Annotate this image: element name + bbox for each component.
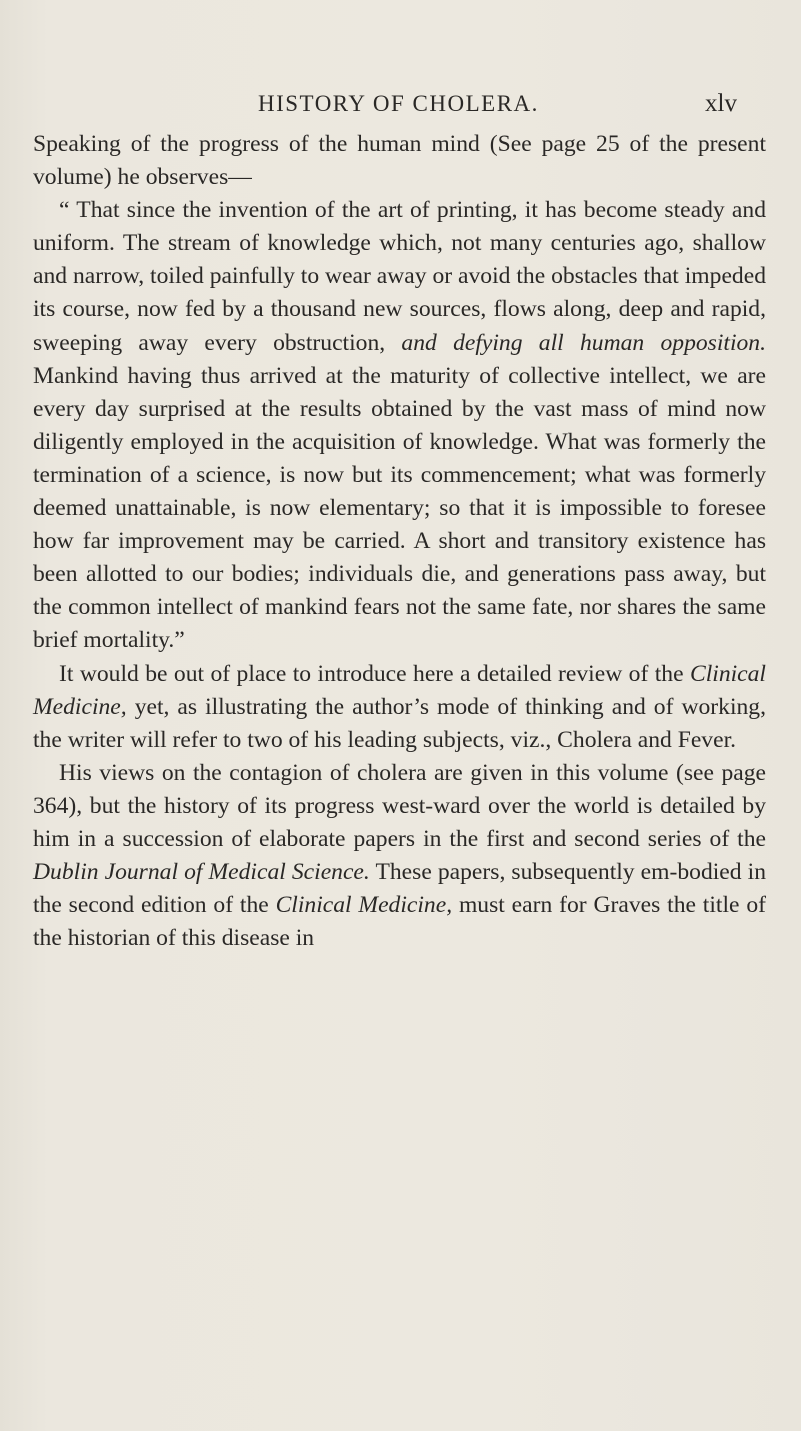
italic-text-segment: Clinical Medicine, [33, 660, 766, 720]
text-segment: His views on the contagion of cholera are given in this volume (see page 364), but the history of its progress west-ward over the world is detailed by him in a succession of elaborate papers in the first and second series of the [33, 759, 766, 852]
italic-text-segment: Dublin Journal of Medical Science. [33, 859, 370, 886]
italic-text-segment: and defying all human opposition. [401, 329, 766, 356]
paragraph-4 [33, 757, 766, 956]
text-segment: It would be out of place to introduce here a detailed review of the [59, 660, 690, 687]
text-segment: must earn for Graves the title of the historian of this disease in [33, 892, 766, 952]
text-segment: Mankind having thus arrived at the maturity of collective intellect, we are every day surprised at the results obtained by the vast mass of mind now diligently employed in the acquisition of knowledge. What was formerly the termination of a science, is now but its commencement; what was formerly deemed unattainable, is now elementary; so that it is impossible to foresee how far improvement may be carried. A short and transitory existence has been allotted to our bodies; individuals die, and generations pass away, but the common intellect of mankind fears not the same fate, nor shares the same brief mortality.” [33, 362, 766, 654]
page-number: xlv [705, 90, 737, 117]
body-text [33, 128, 766, 955]
running-title: HISTORY OF CHOLERA. [258, 91, 539, 116]
page-header [0, 84, 801, 124]
text-segment: yet, as illustrating the author’s mode of thinking and of working, the writer will refer to two of his leading subjects, viz., Cholera and Fever. [33, 693, 766, 753]
text-segment: “ That since the invention of the art of printing, it has become steady and uniform. The stream of knowledge which, not many centuries ago, shallow and narrow, toiled painfully to wear away or avoid the obstacles that impeded its course, now fed by a thousand new sources, flows along, deep and rapid, sweeping away every obstruction, [33, 197, 766, 356]
paragraph-3 [33, 658, 766, 757]
paragraph-2-quotation [33, 194, 766, 657]
paragraph-1 [33, 128, 766, 194]
text-segment: Speaking of the progress of the human mind (See page 25 of the present volume) he observes— [33, 131, 766, 191]
italic-text-segment: Clinical Medicine, [275, 892, 453, 919]
text-segment: These papers, subsequently em-bodied in the second edition of the [33, 859, 766, 919]
